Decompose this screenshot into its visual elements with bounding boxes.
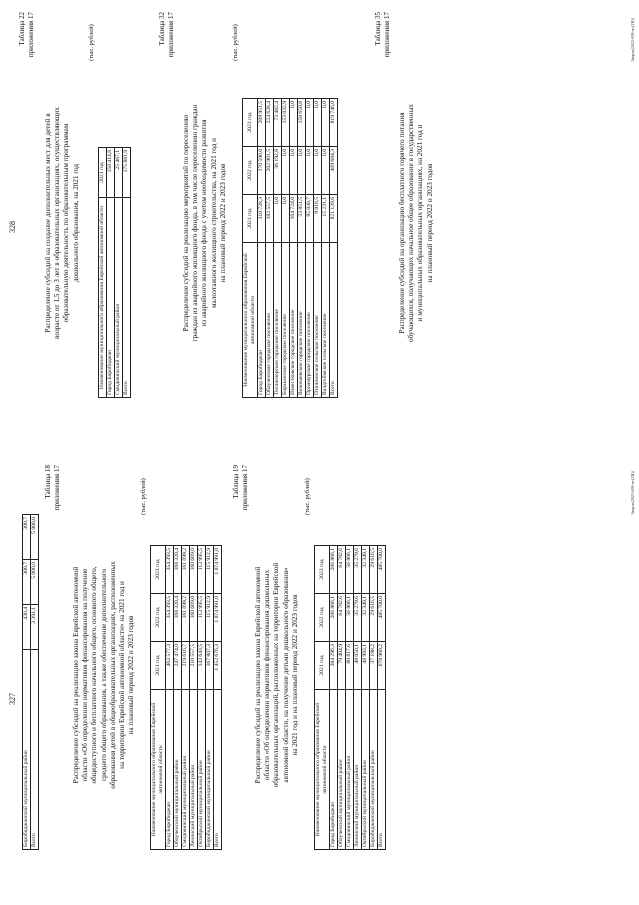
cell-municipality: Облученский муниципальный район [174,690,182,850]
cell-amount: 0,0 [290,147,298,195]
cell-amount: 150 414,8 [107,148,115,198]
cell-municipality: Волочаевское городское поселение [298,243,306,398]
table18 [150,545,222,850]
table22 [98,147,131,398]
cell-amount: 384 296,3 [330,642,338,690]
cell-amount: 170 590,0 [258,147,266,195]
cell-amount: 5 000,0 [31,515,39,560]
table-row [338,546,346,850]
cell-municipality: Смидовичский муниципальный район [115,198,123,398]
cell-amount: 56 806,1 [346,594,354,642]
table32-label: Таблица 32 приложения 17 [158,12,175,58]
cell-municipality: Ленинский муниципальный район [354,690,362,850]
cell-amount: 247 474,0 [174,642,182,690]
cell-amount: 115 912,9 [206,546,214,594]
cell-municipality: Всего [123,198,131,398]
cell-amount: 25 467,1 [115,148,123,198]
cell-amount: 35 279,6 [354,546,362,594]
cell-amount: 15 231,1 [322,195,330,243]
cell-amount: 115 912,9 [206,594,214,642]
table-row [322,99,330,398]
heading-line: и муниципальных образовательных организациях, на 2021 год и [416,124,425,322]
column-header-year: 2023 год [243,99,258,147]
cell-municipality: Октябрьский муниципальный район [362,690,370,850]
heading-line: среднего общего образования, а также обеспечение дополнительного [99,568,108,782]
column-header-year: 2023 год [151,546,166,594]
cell-municipality: Бираканское городское поселение [282,243,290,398]
cell-municipality: Биробиджанский муниципальный район [206,690,214,850]
cell-amount: 35 279,6 [354,594,362,642]
heading-line: образовательных организаций, расположенных на территории Еврейской [272,562,281,788]
cell-municipality: Биробиджанский муниципальный район [23,650,31,850]
column-header-name: Наименование муниципального образования Еврейской автономной области [315,690,330,850]
cell-amount: 80 817,6 [346,642,354,690]
cell-amount: 1 074 991,0 [214,594,222,642]
table-row [23,515,31,850]
table-row [107,148,115,398]
table-row [115,148,123,398]
column-header-year: 2023 год [315,546,330,594]
cell-amount: 1 074 991,0 [214,546,222,594]
cell-amount: 168 320,4 [174,594,182,642]
table19-label: Таблица 19 приложения 17 [232,465,249,511]
cell-amount: 0,0 [282,147,290,195]
column-header-year: 2021 год [99,148,107,198]
cell-amount: 9 016,5 [314,195,322,243]
cell-amount: 64 782,6 [338,594,346,642]
cell-amount: 32 349,1 [362,594,370,642]
cell-amount: 354 393,5 [166,594,174,642]
cell-municipality: Всего [378,690,386,850]
cell-amount: 266 866,1 [330,594,338,642]
cell-amount: 0,0 [306,99,314,147]
table-row [258,99,266,398]
cell-municipality: Ленинский муниципальный район [190,690,198,850]
page-number: 328 [8,221,17,233]
cell-municipality: Смидовичский муниципальный район [346,690,354,850]
cell-municipality: Смидовичский муниципальный район [182,690,190,850]
cell-amount: 210 557,5 [190,642,198,690]
heading-line: образовательную деятельность по образовательным программам [62,123,71,323]
table19 [314,545,386,850]
heading-line: из аварийного жилищного фонда с учетом необходимости развития [200,119,209,327]
cell-amount: 1 452 676,3 [214,642,222,690]
heading-line: на плановый период 2022 и 2023 годов [127,615,136,735]
cell-amount: 168 320,4 [174,546,182,594]
heading-line: дошкольного образования, на 2021 год [71,163,80,283]
cell-amount: 3 391,1 [31,605,39,650]
cell-amount: 0,0 [322,99,330,147]
total-row [31,515,39,850]
column-header-year: 2021 год [151,642,166,690]
table18-label: Таблица 18 приложения 17 [44,465,61,511]
total-row [123,148,131,398]
heading-line: Распределение субсидий на организацию бесплатного горячего питания [398,112,406,334]
table-row [346,546,354,850]
heading-line: на плановый период 2022 и 2023 годов [218,163,227,283]
cell-amount: 266 866,1 [330,546,338,594]
cell-amount: 48 050,1 [354,642,362,690]
cell-amount: 0,0 [282,195,290,243]
column-header-name: Наименование муниципального образования Еврейской автономной области [151,690,166,850]
cell-amount: 5 000,0 [31,560,39,605]
cell-amount: 37 198,2 [370,642,378,690]
heading-line: Распределение субсидий на реализацию закона Еврейской автономной [254,566,262,784]
cell-amount: 161 699,2 [182,594,190,642]
cell-amount: 167 807,3 [206,642,214,690]
cell-amount: 153 032,9 [282,99,290,147]
cell-amount: 113 995,5 [198,546,206,594]
cell-amount: 485 700,0 [378,594,386,642]
cell-amount: 48 993,1 [362,642,370,690]
cell-municipality: Приамурское городское поселение [306,243,314,398]
page-footer: Закрыт(2021-658-m-(2H)) [630,18,635,62]
cell-amount: 0,0 [298,147,306,195]
table-row [370,546,378,850]
heading-line: на 2021 год и на плановый период 2022 и 2023 годов [290,594,299,756]
heading-line: малоэтажного жилищного строительства, на 2021 год и [209,138,218,308]
cell-amount: 56 806,1 [346,546,354,594]
cell-amount: 113 995,5 [198,594,206,642]
table-row [206,546,214,850]
cell-municipality: Птичнинское сельское поселение [314,243,322,398]
table-row [306,99,314,398]
cell-amount: 0,0 [290,99,298,147]
cell-amount: 64 782,6 [338,546,346,594]
cell-amount: 79 404,9 [338,642,346,690]
cell-amount: 143 643,5 [198,642,206,690]
cell-amount: 409 684,3 [330,147,338,195]
cell-amount: 32 349,1 [362,546,370,594]
cell-municipality: Теплоозерское городское поселение [274,243,282,398]
cell-amount: 300,7 [23,560,31,605]
table22-heading [44,23,81,423]
heading-line: Распределение субсидий на реализацию закона Еврейской автономной [72,566,80,784]
heading-line: на территории Еврейской автономной области» на 2021 год и [118,581,127,769]
table22-units: (тыс. рублей) [88,24,95,61]
cell-amount: 29 616,5 [370,594,378,642]
cell-amount: 219 616,7 [182,642,190,690]
table19-heading [254,475,300,875]
total-row [378,546,386,850]
table-row [330,546,338,850]
cell-municipality: Известковское городское поселение [290,243,298,398]
cell-amount: 310 728,3 [258,195,266,243]
cell-amount: 53 851,5 [298,195,306,243]
header-row [99,148,107,398]
heading-line: Распределение субсидий на реализацию мероприятий по переселению [182,114,190,332]
heading-line: области «Об определении нормативов финансирования дошкольных [263,569,272,781]
table-row [314,99,322,398]
column-header-year: 2021 год [243,195,258,243]
cell-amount: 0,0 [314,147,322,195]
cell-amount: 85 030,7 [306,195,314,243]
cell-amount: 175 881,9 [123,148,131,198]
cell-amount: 73 482,4 [274,99,282,147]
cell-municipality: Всего [214,690,222,850]
cell-amount: 354 393,5 [166,546,174,594]
cell-amount: 678 960,2 [378,642,386,690]
table18-units: (тыс. рублей) [140,478,147,515]
cell-municipality: Город Биробиджан [166,690,174,850]
heading-line: общедоступного и бесплатного начального общего, основного общего, [90,566,99,784]
heading-line: на плановый период 2022 и 2023 годов [425,163,434,283]
heading-line: обучающихся, получающих начальное общее образование в государственных [407,103,416,343]
table-row [190,546,198,850]
table-row [182,546,190,850]
table32-heading [182,23,228,423]
cell-amount: 819 746,0 [330,99,338,147]
table-row [274,99,282,398]
column-header-name: Наименование муниципального образования Еврейской автономной области [243,243,258,398]
cell-municipality: Облученское городское поселение [266,243,274,398]
cell-amount: 0,0 [274,195,282,243]
table32 [242,98,338,398]
cell-amount: 209 951,5 [258,99,266,147]
cell-municipality: Всего [330,243,338,398]
page-327 [0,453,639,905]
column-header-year: 2022 год [243,147,258,195]
cell-amount: 430,4 [23,605,31,650]
heading-line: автономной области, на получение детьми дошкольного образования» [281,567,290,783]
table35-label: Таблица 35 приложения 17 [374,12,391,58]
cell-amount: 224 628,4 [266,99,274,147]
column-header-year: 2021 год [315,642,330,690]
table-row [290,99,298,398]
heading-line: образования детей в общеобразовательных организациях, расположенных [108,561,117,789]
cell-municipality: Город Биробиджан [330,690,338,850]
table32-units: (тыс. рублей) [232,24,239,61]
column-header-year: 2022 год [315,594,330,642]
cell-municipality: Биробиджанский муниципальный район [370,690,378,850]
cell-amount: 202 901,5 [266,147,274,195]
cell-municipality: Всего [31,650,39,850]
heading-line: возрасте от 1,5 до 3 лет в образовательных организациях, осуществляющих [53,107,62,339]
column-header-year: 2022 год [151,594,166,642]
cell-municipality: Октябрьский муниципальный район [198,690,206,850]
cell-municipality: Город Биробиджан [258,243,266,398]
table-row [354,546,362,850]
header-row [315,546,330,850]
table19-units: (тыс. рублей) [304,478,311,515]
cell-amount: 821 139,6 [330,195,338,243]
cell-municipality: Валдгеймское сельское поселение [322,243,330,398]
table-row [282,99,290,398]
total-row [214,546,222,850]
cell-amount: 29 616,5 [370,546,378,594]
cell-amount: 161 699,2 [182,546,190,594]
cell-amount: 36 192,8 [274,147,282,195]
cell-amount: 0,0 [314,99,322,147]
cell-amount: 0,0 [322,147,330,195]
cell-amount: 463 577,3 [166,642,174,690]
page-footer: Закрыт(2021-658-m-(2H)) [630,471,635,515]
heading-line: Распределение субсидий на создание дополнительных мест для детей в [44,113,52,333]
table35-heading [398,23,435,423]
carryover-table [22,514,39,850]
header-row [243,99,258,398]
table-row [298,99,306,398]
cell-municipality: Город Биробиджан [107,198,115,398]
heading-line: граждан из аварийного жилищного фонда, в том числе переселению граждан [191,104,200,342]
cell-amount: 485 700,0 [378,546,386,594]
heading-line: области «Об определении нормативов финансирования на получение [81,568,90,782]
table-row [174,546,182,850]
table18-heading [72,475,136,875]
cell-amount: 158 650,8 [298,99,306,147]
header-row [151,546,166,850]
cell-municipality: Облученский муниципальный район [338,690,346,850]
cell-amount: 300,7 [23,515,31,560]
cell-amount: 182 557,5 [266,195,274,243]
cell-amount: 160 669,0 [190,594,198,642]
table-row [362,546,370,850]
column-header-name: Наименование муниципального образования Еврейской автономной области [99,198,107,398]
cell-amount: 164 724,0 [290,195,298,243]
cell-amount: 0,0 [306,147,314,195]
table22-label: Таблица 22 приложения 17 [18,12,35,58]
table-row [166,546,174,850]
table-row [266,99,274,398]
total-row [330,99,338,398]
page-number: 327 [8,693,17,705]
table-row [198,546,206,850]
cell-amount: 160 669,0 [190,546,198,594]
